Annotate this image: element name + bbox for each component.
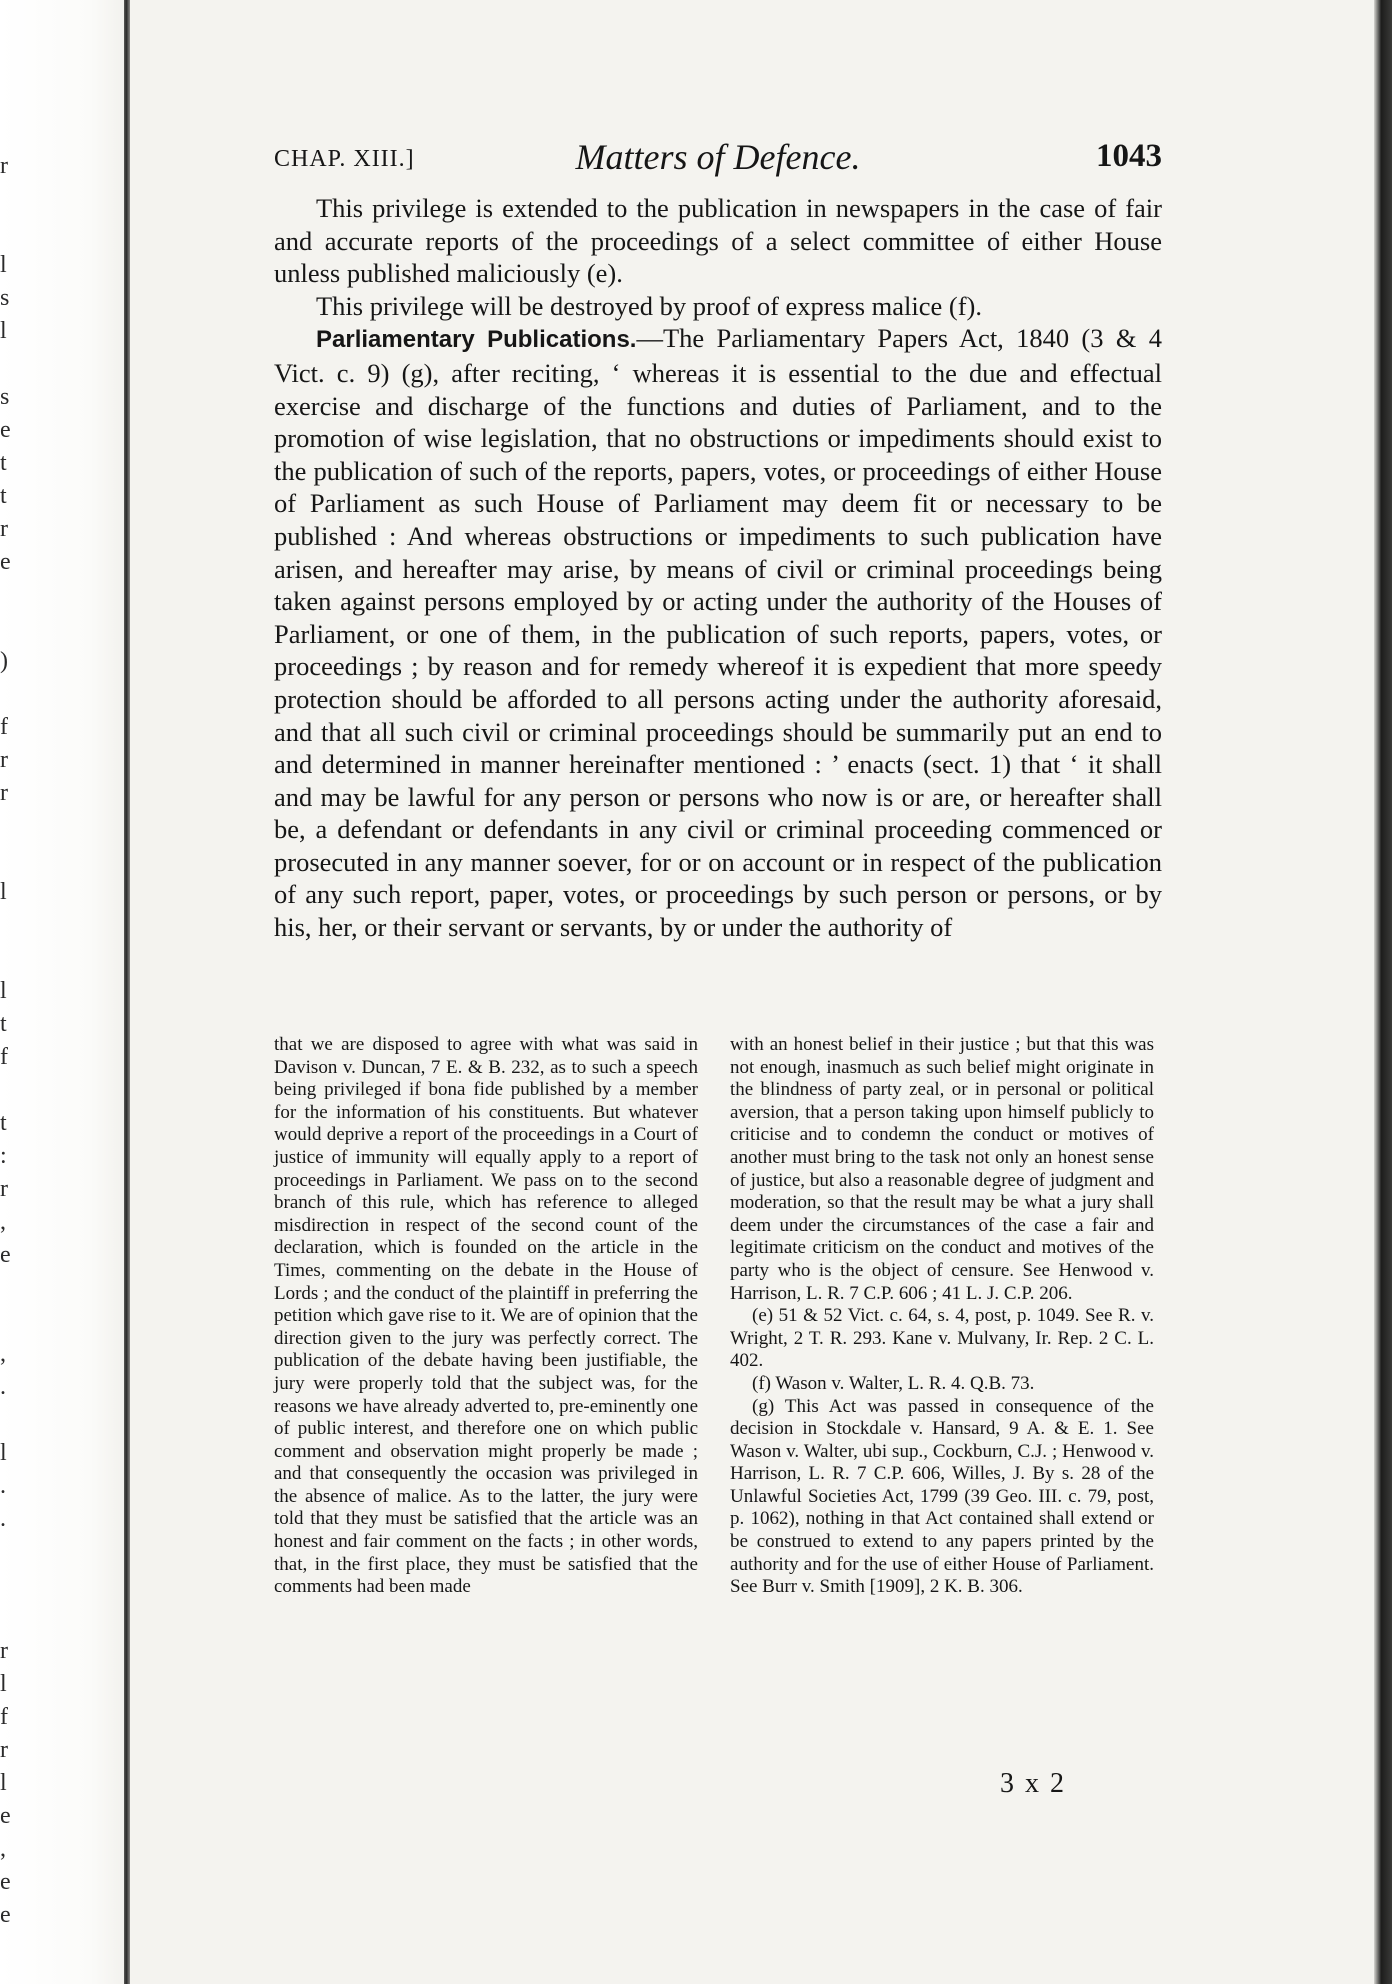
paragraph-text: —The Parliamentary Papers Act, 1840 (3 & 4 Vict. c. 9) (g), after reciting, ‘ whereas it is essential to the due and effectual exercise and discharge of the functions and duties of Parliament, and to the promotion of wise legislation, that no obstructions or impediments should exist to the publication of such of the reports, papers, votes, or proceedings of either House of Parliament as such House of Parliament may deem fit or necessary to be published : And whereas obstructions or impediments to such publication have arisen, and hereafter may arise, by means of civil or criminal proceedings being taken against persons employed by or acting under the authority of the Houses of Parliament, or one of them, in the publication of such reports, papers, votes, or proceedings ; by reason and for remedy whereof it is expedient that more speedy protection should be afforded to all persons acting under the authority aforesaid, and that all such civil or criminal proceedings should be summarily put an end to and determined in manner hereinafter mentioned : ’ enacts (sect. 1) that ‘ it shall and may be lawful for any person or persons who now is or are, or hereafter shall be, a defendant or defendants in any civil or criminal proceeding commenced or prosecuted in any manner soever, for or on account or in respect of the publication of any such report, paper, votes, or proceedings by such person or persons, or by his, her, or their servant or servants, by or under the authority of [274,323,1162,943]
footnote-column-right [730,1034,1154,1599]
bleed-glyph: l [0,1770,7,1796]
footnote-continuation: with an honest belief in their justice ; but that this was not enough, inasmuch as such belief might originate in the blindness of party zeal, or in personal or political aversion, that a person taking upon himself publicly to criticise and to condemn the conduct or motives of another must bring to the task not only an honest sense of justice, but also a reasonable degree of judgment and moderation, so that the result may be what a jury shall deem under the circumstances of the case a fair and legitimate criticism on the conduct and motives of the party who is the object of censure. See Henwood v. Harrison, L. R. 7 C.P. 606 ; 41 L. J. C.P. 206. [730,1034,1154,1304]
bleed-glyph: e [0,1803,11,1829]
binding-shadow [124,0,130,1984]
bleed-glyph: l [0,1440,7,1466]
footnote-column-left [274,1034,698,1599]
side-heading: Parliamentary Publications. [316,326,637,354]
bleed-glyph [0,678,30,711]
bleed-glyph: r [0,1638,8,1664]
bleed-glyph: r [0,1176,8,1202]
signature-mark: 3 x 2 [1000,1768,1066,1799]
footnote-g: (g) This Act was passed in consequence of the decision in Stockdale v. Hansard, 9 A. & E. 1. See Wason v. Walter, ubi sup., Cockburn, C.J. ; Henwood v. Harrison, L. R. 7 C.P. 606, Willes, J. By s. 28 of the Unlawful Societies Act, 1799 (39 Geo. III. c. 79, post, p. 1062), nothing in that Act contained shall extend or be construed to extend to any papers printed by the authority and for the use of either House of Parliament. See Burr v. Smith [1909], 2 K. B. 306. [730,1395,1154,1598]
bleed-glyph: s [0,285,10,311]
bleed-glyph [0,1272,30,1305]
bleed-glyph: : [0,1143,7,1169]
bleed-glyph: . [0,1506,6,1532]
bleed-glyph [0,810,30,843]
bleed-glyph [0,1569,30,1602]
bleed-glyph: l [0,1671,7,1697]
bleed-glyph: r [0,153,8,179]
bleed-glyph: t [0,1011,7,1037]
footnote-e: (e) 51 & 52 Vict. c. 64, s. 4, post, p. 1049. See R. v. Wright, 2 T. R. 293. Kane v. Mulvany, Ir. Rep. 2 C. L. 402. [730,1305,1154,1372]
bleed-glyph: . [0,1473,6,1499]
bleed-glyph: l [0,978,7,1004]
bleed-glyph: e [0,1902,11,1928]
bleed-glyph: s [0,384,10,410]
bleed-glyph: e [0,1869,11,1895]
bleed-glyph: f [0,1044,8,1070]
bleed-glyph: l [0,879,7,905]
bleed-glyph [0,942,30,975]
bleed-glyph [0,909,30,942]
bleed-glyph: . [0,1374,6,1400]
bleed-glyph: l [0,252,7,278]
bleed-glyph [0,1074,30,1107]
page-number: 1043 [1096,138,1162,174]
bleed-glyph: , [0,1209,6,1235]
running-head [274,136,1162,180]
bleed-glyph: e [0,417,11,443]
bleed-glyph: t [0,483,7,509]
bleed-glyph: e [0,549,11,575]
bleed-glyph [0,1404,30,1437]
page-title: Matters of Defence. [575,137,861,177]
bleed-glyph: t [0,450,7,476]
chapter-label: CHAP. XIII.] [274,146,415,172]
bleed-glyph: f [0,1704,8,1730]
bleed-glyph: , [0,1836,6,1862]
bleed-glyph: t [0,1110,7,1136]
bleed-glyph: e [0,1242,11,1268]
paragraph-express-malice: This privilege will be destroyed by proof of express malice (f). [316,290,982,321]
paragraph-parliamentary-publications [274,322,1162,943]
page-right-edge [1374,0,1392,1984]
bleed-glyph [0,1536,30,1569]
bleed-glyph [0,579,30,612]
bleed-glyph: ) [0,648,8,674]
bleed-glyph [0,348,30,381]
bleed-glyph [0,1305,30,1338]
bleed-glyph [0,1602,30,1635]
bleed-glyph: l [0,318,7,344]
bleed-glyph: , [0,1341,6,1367]
footnote-continuation: that we are disposed to agree with what was said in Davison v. Duncan, 7 E. & B. 232, as to such a speech being privileged if bona fide published by a member for the information of his constituents. But whatever would deprive a report of the proceedings in a Court of justice of immunity will equally apply to a report of proceedings in Parliament. We pass on to the second branch of this rule, which has reference to alleged misdirection in respect of the second count of the declaration, which is founded on the article in the Times, commenting on the debate in the House of Lords ; and the conduct of the plaintiff in preferring the petition which gave rise to it. We are of opinion that the direction given to the jury was perfectly correct. The publication of the debate having been justifiable, the jury were properly told that the subject was, for the reasons we have already adverted to, pre-eminently one of public interest, and therefore one on which public comment and observation might properly be made ; and that consequently the occasion was privileged in the absence of malice. As to the latter, the jury were told that they must be satisfied that the article was an honest and fair comment on the facts ; in other words, that, in the first place, they must be satisfied that the comments had been made [274,1034,698,1598]
facing-page-bleed-text [0,150,30,1932]
footnote-f: (f) Wason v. Walter, L. R. 4. Q.B. 73. [752,1372,1035,1394]
bleed-glyph: r [0,1737,8,1763]
bleed-glyph: f [0,714,8,740]
bleed-glyph [0,183,30,216]
bleed-glyph: r [0,780,8,806]
paragraph-newspaper-privilege: This privilege is extended to the publication in newspapers in the case of fair and accurate reports of the proceedings of a select committee of either House unless published maliciously (e). [274,193,1162,289]
bleed-glyph: r [0,747,8,773]
bleed-glyph [0,216,30,249]
bleed-glyph [0,843,30,876]
bleed-glyph: r [0,516,8,542]
bleed-glyph [0,612,30,645]
main-text [274,192,1162,944]
